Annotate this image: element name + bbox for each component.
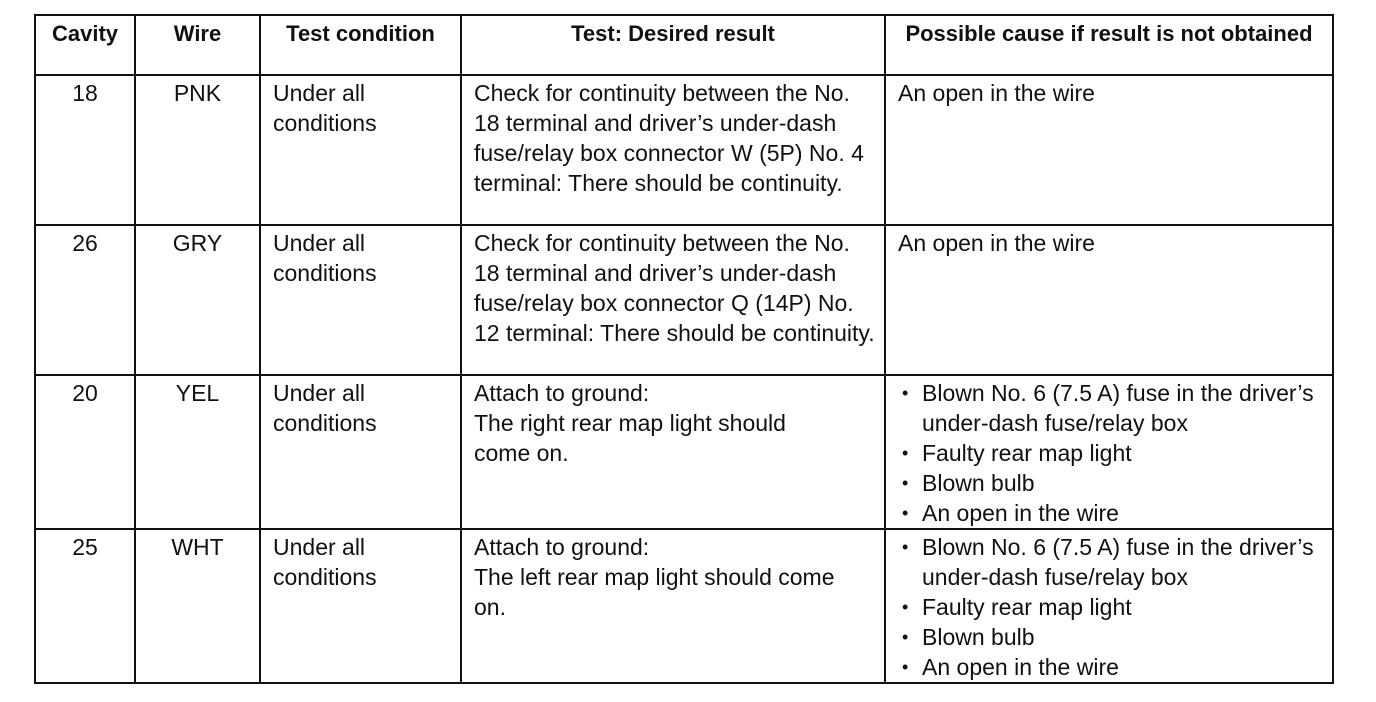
cavity-cell: 25 bbox=[35, 529, 135, 683]
test-line: Attach to ground: bbox=[474, 380, 650, 406]
cause-item: • Blown No. 6 (7.5 A) fuse in the driver’s under-dash fuse/relay box bbox=[898, 378, 1332, 438]
cause-cell bbox=[885, 75, 1333, 225]
cause-text: An open in the wire bbox=[898, 80, 1095, 106]
cause-item: • An open in the wire bbox=[898, 652, 1332, 682]
test-line: The right rear map light should come on. bbox=[474, 410, 786, 466]
header-test-condition: Test condition bbox=[260, 15, 461, 75]
cause-list bbox=[898, 532, 1332, 682]
cause-cell bbox=[885, 529, 1333, 683]
test-cell: Check for continuity between the No. 18 terminal and driver’s under-dash fuse/relay box connector Q (14P) No. 12 terminal: There should be continuity. bbox=[461, 225, 885, 375]
header-possible-cause: Possible cause if result is not obtained bbox=[885, 15, 1333, 75]
header-wire: Wire bbox=[135, 15, 260, 75]
cause-item: • Blown bulb bbox=[898, 622, 1332, 652]
table-row bbox=[35, 75, 1333, 225]
cause-cell bbox=[885, 225, 1333, 375]
condition-cell: Under all conditions bbox=[260, 529, 461, 683]
cause-cell bbox=[885, 375, 1333, 529]
test-cell bbox=[461, 375, 885, 529]
cause-item: • Faulty rear map light bbox=[898, 592, 1332, 622]
condition-cell: Under all conditions bbox=[260, 225, 461, 375]
wire-cell: GRY bbox=[135, 225, 260, 375]
condition-cell: Under all conditions bbox=[260, 375, 461, 529]
wire-cell: YEL bbox=[135, 375, 260, 529]
header-cavity: Cavity bbox=[35, 15, 135, 75]
table-header-row bbox=[35, 15, 1333, 75]
table-row bbox=[35, 225, 1333, 375]
cause-item: • Faulty rear map light bbox=[898, 438, 1332, 468]
diagnostic-table bbox=[34, 14, 1334, 684]
cavity-cell: 26 bbox=[35, 225, 135, 375]
cause-item: • Blown No. 6 (7.5 A) fuse in the driver’s under-dash fuse/relay box bbox=[898, 532, 1332, 592]
cause-item: • An open in the wire bbox=[898, 498, 1332, 528]
wire-cell: WHT bbox=[135, 529, 260, 683]
test-cell: Check for continuity between the No. 18 terminal and driver’s under-dash fuse/relay box connector W (5P) No. 4 terminal: There should be continuity. bbox=[461, 75, 885, 225]
cavity-cell: 18 bbox=[35, 75, 135, 225]
cavity-cell: 20 bbox=[35, 375, 135, 529]
table-row bbox=[35, 529, 1333, 683]
table-row bbox=[35, 375, 1333, 529]
wire-cell: PNK bbox=[135, 75, 260, 225]
test-line: The left rear map light should come on. bbox=[474, 564, 835, 620]
test-cell bbox=[461, 529, 885, 683]
header-test-result: Test: Desired result bbox=[461, 15, 885, 75]
test-line: Attach to ground: bbox=[474, 534, 650, 560]
cause-item: • Blown bulb bbox=[898, 468, 1332, 498]
condition-cell: Under all conditions bbox=[260, 75, 461, 225]
cause-list bbox=[898, 378, 1332, 528]
cause-text: An open in the wire bbox=[898, 230, 1095, 256]
